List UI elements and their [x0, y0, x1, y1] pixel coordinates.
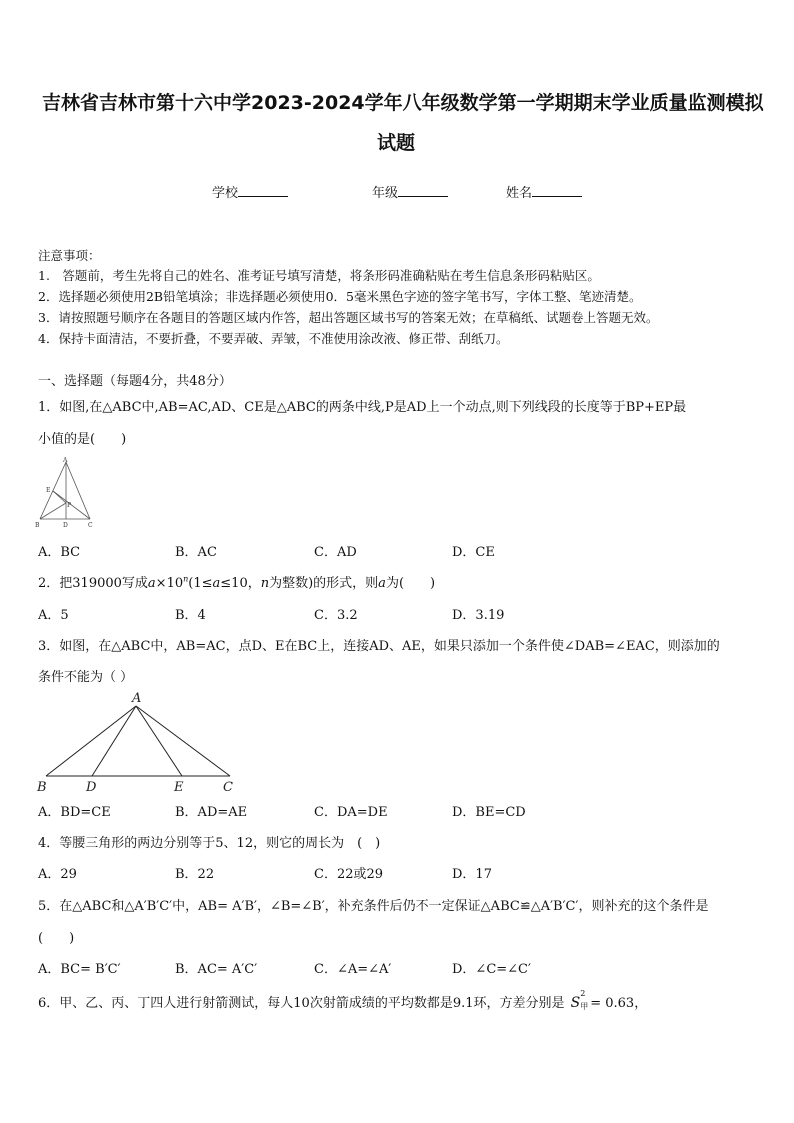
q6-formula — [570, 989, 648, 1011]
q4-option-d[interactable]: D．17 — [452, 867, 492, 882]
q1-option-b[interactable]: B．AC — [175, 545, 217, 560]
q2-formula-cond: (1≤ — [188, 576, 213, 591]
q2-option-d[interactable]: D．3.19 — [452, 608, 505, 623]
q2-formula-cond-rest: ≤10， — [220, 576, 261, 591]
q6-formula-rest: = 0.63， — [590, 996, 648, 1011]
q2-formula-times: ×10 — [155, 576, 184, 591]
school-field[interactable] — [212, 182, 288, 201]
q4-option-c[interactable]: C．22或29 — [314, 867, 384, 882]
q2-formula-n2: n — [260, 576, 270, 591]
grade-field[interactable] — [372, 182, 448, 201]
q3-label-b: B — [37, 780, 47, 795]
q5-option-d[interactable]: D．∠C=∠C′ — [452, 962, 531, 977]
question-3-line2: 条件不能为（ ） — [38, 670, 134, 685]
grade-label: 年级 — [372, 186, 399, 201]
q3-option-d[interactable]: D．BE=CD — [452, 805, 526, 820]
q2-formula-a: a — [147, 576, 156, 591]
q2-option-a[interactable]: A．5 — [38, 608, 69, 623]
q1-option-d[interactable]: D．CE — [452, 545, 495, 560]
q1-label-d: D — [63, 522, 68, 529]
q2-stem-mid: 为整数)的形式，则 — [269, 576, 379, 591]
question-1-line2: 小值的是( ) — [38, 432, 127, 447]
q3-option-a[interactable]: A．BD=CE — [38, 805, 111, 820]
q5-option-b[interactable]: B．AC= A′C′ — [175, 962, 258, 977]
notice-heading: 注意事项： — [38, 248, 101, 263]
q5-option-a[interactable]: A．BC= B′C′ — [38, 962, 121, 977]
question-3-figure — [34, 688, 244, 796]
name-field[interactable] — [506, 182, 582, 201]
q5-option-c[interactable]: C．∠A=∠A′ — [314, 962, 392, 977]
q2-formula-cond-a: a — [212, 576, 221, 591]
q2-option-c[interactable]: C．3.2 — [314, 608, 358, 623]
question-5-line1: 5．在△ABC和△A′B′C′中，AB= A′B′，∠B=∠B′，补充条件后仍不一定保证△ABC≌△A′B′C′，则补充的这个条件是 — [38, 899, 709, 914]
q3-option-c[interactable]: C．DA=DE — [314, 805, 388, 820]
q1-label-e: E — [46, 487, 51, 494]
q2-formula-n: n — [183, 574, 189, 584]
q1-label-a: A — [63, 457, 68, 464]
page-title-line1: 吉林省吉林市第十六中学2023-2024学年八年级数学第一学期期末学业质量监测模拟 — [42, 92, 764, 114]
q1-option-c[interactable]: C．AD — [314, 545, 357, 560]
question-2-stem — [38, 572, 435, 591]
question-1-line1: 1．如图,在△ABC中,AB=AC,AD、CE是△ABC的两条中线,P是AD上一个动点,则下列线段的长度等于BP+EP最 — [38, 400, 687, 415]
q3-label-c: C — [223, 780, 233, 795]
q2-formula-a2: a — [378, 576, 386, 591]
q4-option-a[interactable]: A．29 — [38, 867, 77, 882]
q1-label-b: B — [35, 522, 40, 529]
q6-stem: 6．甲、乙、丙、丁四人进行射箭测试，每人10次射箭成绩的平均数都是9.1环，方差分别是 — [38, 996, 565, 1011]
q2-stem-post: 为( ) — [385, 576, 436, 591]
question-6-line1 — [38, 989, 648, 1011]
q1-option-a[interactable]: A．BC — [38, 545, 81, 560]
q3-label-d: D — [86, 780, 97, 795]
question-4-line1: 4．等腰三角形的两边分别等于5、12，则它的周长为 ( ) — [38, 836, 381, 851]
grade-blank[interactable] — [398, 184, 448, 197]
q2-stem-pre: 2．把319000写成 — [38, 576, 148, 591]
q3-label-e: E — [174, 780, 184, 795]
page-title-line2: 试题 — [377, 132, 416, 154]
q4-option-b[interactable]: B．22 — [175, 867, 215, 882]
section-title: 一、选择题（每题4分，共48分） — [38, 374, 232, 389]
q1-label-c: C — [88, 522, 93, 529]
name-blank[interactable] — [532, 184, 582, 197]
q2-option-b[interactable]: B．4 — [175, 608, 206, 623]
notice-item: 1. 答题前，考生先将自己的姓名、准考证号填写清楚，将条形码准确粘贴在考生信息条形码粘贴区。 — [38, 268, 600, 283]
q3-label-a: A — [132, 691, 142, 706]
q3-option-b[interactable]: B．AD=AE — [175, 805, 248, 820]
notice-item: 4．保持卡面清洁，不要折叠，不要弄破、弄皱，不准使用涂改液、修正带、刮纸刀。 — [38, 331, 509, 346]
q6-formula-s: S — [570, 995, 581, 1011]
school-blank[interactable] — [238, 184, 288, 197]
school-label: 学校 — [212, 186, 239, 201]
q6-formula-sup: 2 — [580, 989, 586, 998]
q6-formula-sub: 甲 — [580, 1002, 589, 1011]
notice-item: 3．请按照题号顺序在各题目的答题区域内作答，超出答题区域书写的答案无效；在草稿纸、试题卷上答题无效。 — [38, 310, 659, 325]
q1-label-p: P — [67, 502, 72, 509]
notice-item: 2．选择题必须使用2B铅笔填涂；非选择题必须使用0．5毫米黑色字迹的签字笔书写，字体工整、笔迹清楚。 — [38, 289, 642, 304]
question-5-line2: ( ) — [38, 931, 75, 946]
question-1-figure — [34, 456, 98, 530]
name-label: 姓名 — [506, 186, 533, 201]
question-3-line1: 3．如图，在△ABC中，AB=AC，点D、E在BC上，连接AD、AE，如果只添加一个条件使∠DAB=∠EAC，则添加的 — [38, 639, 720, 654]
